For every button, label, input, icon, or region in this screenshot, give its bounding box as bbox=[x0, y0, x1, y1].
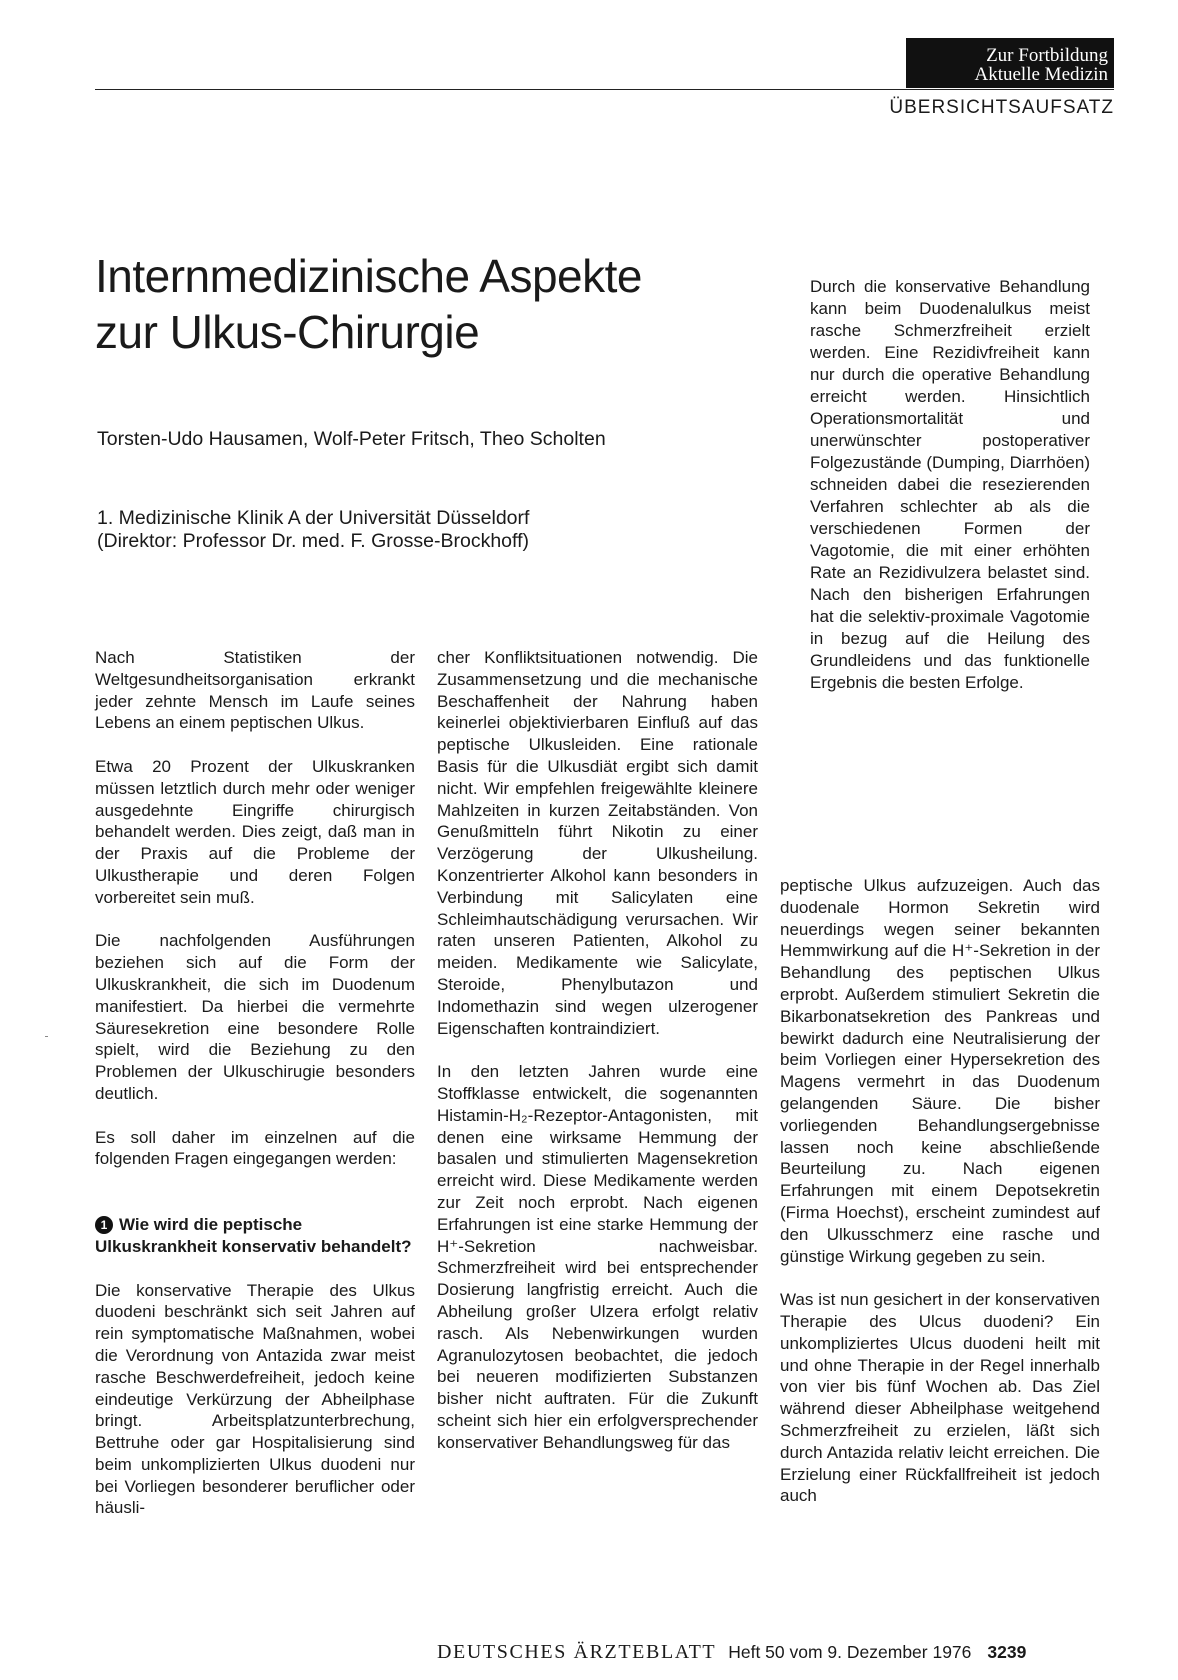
paragraph: Die nachfolgenden Ausführungen beziehen sich auf die Form der Ulkuskrankheit, die sich im Duodenum manifestiert. Da hierbei die vermehrte Säuresekretion eine besondere Rolle spielt, wird die Beziehung zu den Problemen der Ulkuschirugie besonders deutlich. bbox=[95, 931, 415, 1103]
paragraph: Was ist nun gesichert in der konservativen Therapie des Ulcus duodeni? Ein unkompliziertes Ulcus duodeni heilt mit und ohne Therapie in der Regel innerhalb von vier bis fünf Wochen ab. Das Ziel während dieser Abheilphase weitgehend Schmerzfreiheit zu erzielen, läßt sich durch Antazida relativ leicht erreichen. Die Erzielung einer Rückfallfreiheit ist jedoch auch bbox=[780, 1290, 1100, 1506]
paragraph: Die konservative Therapie des Ulkus duodeni beschränkt sich seit Jahren auf rein symptomatische Maßnahmen, wobei die Verordnung von Antazida zwar meist rasche Beschwerdefreiheit, jedoch keine eindeutige Verkürzung der Abheilphase bringt. Arbeitsplatzunterbrechung, Bettruhe oder gar Hospitalisierung sind beim unkomplizierten Ulkus duodeni nur bei Vorliegen besonderer beruflicher oder häusli- bbox=[95, 1280, 415, 1518]
journal-name: DEUTSCHES ÄRZTEBLATT bbox=[437, 1641, 717, 1663]
abstract: Durch die konservative Behandlung kann beim Duodenalulkus meist rasche Schmerzfreiheit erzielt werden. Eine Rezidivfreiheit kann nur durch die operative Behandlung erreicht werden. Hinsichtlich Operationsmortalität und unerwünschter postoperativer Folgezustände (Dumping, Diarrhöen) schneiden dabei die resezierenden Verfahren schlechter ab als die verschiedenen Formen der Vagotomie, die mit einer erhöhten Rate an Rezidivulzera belastet sind. Nach den bisherigen Erfahrungen hat die selektiv-proximale Vagotomie in bezug auf die Heilung des Grundleidens und das funktionelle Ergebnis die besten Erfolge. bbox=[810, 277, 1090, 692]
header-rule bbox=[95, 89, 1114, 90]
affiliation-line-2: (Direktor: Professor Dr. med. F. Grosse-Brockhoff) bbox=[97, 530, 529, 552]
title-line-1: Internmedizinische Aspekte bbox=[95, 250, 642, 302]
paragraph: In den letzten Jahren wurde eine Stoffklasse entwickelt, die sogenannten Histamin-H₂-Rezeptor-Antagonisten, mit denen eine wirksame Hemmung der basalen und stimulierten Magensekretion erreicht wird. Diese Medikamente werden zur Zeit noch erprobt. Nach eigenen Erfahrungen ist eine starke Hemmung der H⁺-Sekretion nachweisbar. Schmerzfreiheit wird bei entsprechender Dosierung langfristig erreicht. Auch die Abheilung großer Ulzera erfolgt relativ rasch. Als Nebenwirkungen wurden Agranulozytosen beobachtet, die jedoch bei neueren modifizierten Substanzen bisher nicht auftraten. Für die Zukunft scheint sich hier ein erfolgversprechender konservativer Behandlungsweg für das bbox=[437, 1062, 758, 1452]
paragraph: cher Konfliktsituationen notwendig. Die Zusammensetzung und die mechanische Beschaffenheit der Nahrung haben keinerlei objektivierbaren Einfluß auf das peptische Ulkusleiden. Eine rationale Basis für die Ulkusdiät ergibt sich damit nicht. Wir empfehlen freigewählte kleinere Mahlzeiten in kurzen Zeitabständen. Von Genußmitteln führt Nikotin zu einer Verzögerung der Ulkusheilung. Konzentrierter Alkohol kann besonders in Verbindung mit Salicylaten eine Schleimhautschädigung verursachen. Wir raten unseren Patienten, Alkohol zu meiden. Medikamente wie Salicylate, Steroide, Phenylbutazon und Indomethazin sind wegen ulzerogener Eigenschaften kontraindiziert. bbox=[437, 648, 758, 1038]
title-line-2: zur Ulkus-Chirurgie bbox=[95, 306, 480, 358]
scan-mark bbox=[45, 1036, 48, 1037]
question-heading bbox=[95, 1214, 415, 1258]
article-title bbox=[95, 248, 642, 360]
page-footer bbox=[437, 1641, 1026, 1664]
body-column-3 bbox=[780, 875, 1100, 1507]
body-column-2 bbox=[437, 647, 758, 1453]
section-label: ÜBERSICHTSAUFSATZ bbox=[889, 97, 1114, 118]
paragraph: Etwa 20 Prozent der Ulkuskranken müssen letztlich durch mehr oder weniger ausgedehnte Eingriffe chirurgisch behandelt werden. Dies zeigt, daß man in der Praxis auf die Probleme der Ulkustherapie und deren Folgen vorbereitet sein muß. bbox=[95, 756, 415, 907]
affiliation bbox=[97, 507, 529, 553]
category-badge bbox=[906, 38, 1114, 88]
affiliation-line-1: 1. Medizinische Klinik A der Universität Düsseldorf bbox=[97, 507, 530, 529]
page-number: 3239 bbox=[987, 1642, 1027, 1662]
issue-info: Heft 50 vom 9. Dezember 1976 bbox=[728, 1642, 972, 1662]
paragraph: Nach Statistiken der Weltgesundheitsorganisation erkrankt jeder zehnte Mensch im Laufe seines Lebens an einem peptischen Ulkus. bbox=[95, 648, 415, 733]
body-column-1 bbox=[95, 647, 415, 1519]
paragraph: Es soll daher im einzelnen auf die folgenden Fragen eingegangen werden: bbox=[95, 1127, 415, 1169]
badge-line-1: Zur Fortbildung bbox=[986, 45, 1108, 66]
paragraph: peptische Ulkus aufzuzeigen. Auch das duodenale Hormon Sekretin wird neuerdings wegen seiner bekannten Hemmwirkung auf die H⁺-Sekretion in der Behandlung des peptischen Ulkus erprobt. Außerdem stimuliert Sekretin die Bikarbonatsekretion des Pankreas und bewirkt dadurch eine Neutralisierung der beim Vorliegen einer Hypersekretion des Magens vermehrt in das Duodenum gelangenden Säure. Die bisher vorliegenden Behandlungsergebnisse lassen noch keine abschließende Beurteilung zu. Nach eigenen Erfahrungen mit einem Depotsekretin (Firma Hoechst), erscheint zumindest auf den Ulkusschmerz eine rasche und günstige Wirkung gegeben zu sein. bbox=[780, 876, 1100, 1266]
question-text: Wie wird die peptische Ulkuskrankheit konservativ behandelt? bbox=[95, 1215, 412, 1256]
badge-line-2: Aktuelle Medizin bbox=[974, 64, 1108, 85]
question-number-icon: 1 bbox=[95, 1216, 113, 1234]
author-list: Torsten-Udo Hausamen, Wolf-Peter Fritsch, Theo Scholten bbox=[97, 428, 606, 450]
